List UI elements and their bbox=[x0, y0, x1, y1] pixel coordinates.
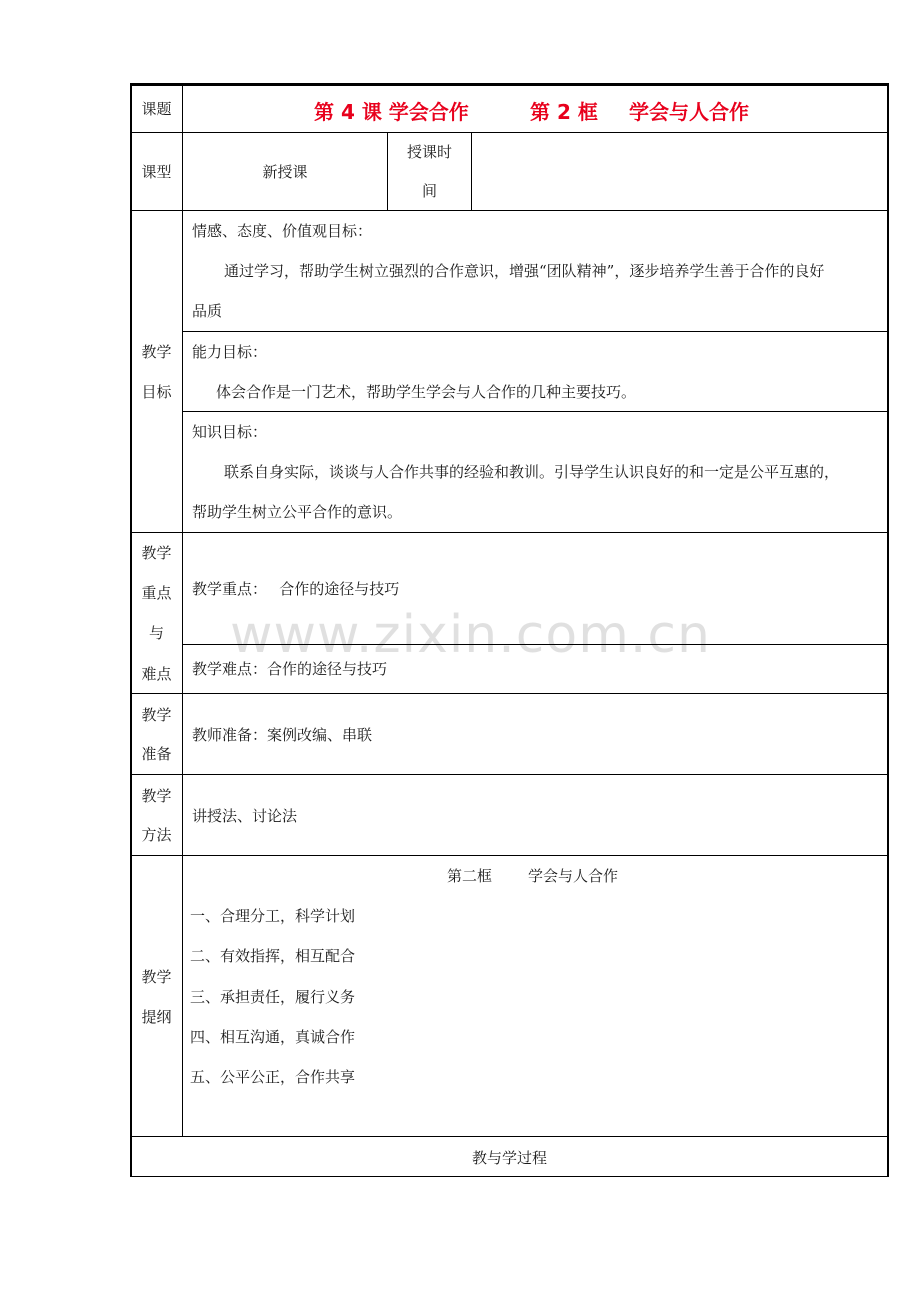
keypoints-label-and: 与 bbox=[148, 624, 164, 642]
outline-label: 教学 bbox=[141, 968, 172, 986]
emotion-text-cont: 品质 bbox=[192, 302, 223, 320]
row-divider bbox=[183, 331, 888, 332]
type-value: 新授课 bbox=[262, 163, 308, 181]
difficulty-text: 教学难点：合作的途径与技巧 bbox=[192, 660, 388, 678]
outline-item: 三、承担责任，履行义务 bbox=[190, 988, 356, 1006]
ability-text: 体会合作是一门艺术，帮助学生学会与人合作的几种主要技巧。 bbox=[216, 383, 637, 401]
method-label-cont: 方法 bbox=[141, 826, 172, 844]
outline-heading-title: 学会与人合作 bbox=[528, 867, 619, 885]
emotion-heading: 情感、态度、价值观目标： bbox=[192, 222, 373, 240]
outline-item: 二、有效指挥，相互配合 bbox=[190, 947, 356, 965]
objectives-label: 教学 bbox=[141, 343, 172, 361]
method-text: 讲授法、讨论法 bbox=[192, 807, 298, 825]
preparation-label-cont: 准备 bbox=[141, 745, 172, 763]
column-divider bbox=[471, 133, 472, 210]
section-title: 学会与人合作 bbox=[629, 100, 749, 124]
topic-label: 课题 bbox=[141, 100, 172, 118]
outline-item: 四、相互沟通，真诚合作 bbox=[190, 1028, 356, 1046]
lesson-title: 第 4 课 学会合作 bbox=[314, 100, 469, 124]
outline-item: 一、合理分工，科学计划 bbox=[190, 907, 356, 925]
ability-heading: 能力目标： bbox=[192, 343, 268, 361]
row-divider bbox=[131, 532, 888, 533]
row-divider bbox=[131, 1136, 888, 1137]
knowledge-heading: 知识目标： bbox=[192, 423, 268, 441]
row-divider bbox=[131, 132, 888, 133]
row-divider bbox=[183, 411, 888, 412]
key-point-text: 教学重点： 合作的途径与技巧 bbox=[192, 580, 400, 598]
knowledge-text: 联系自身实际，谈谈与人合作共事的经验和教训。引导学生认识良好的和一定是公平互惠的， bbox=[224, 463, 840, 481]
method-label: 教学 bbox=[141, 787, 172, 805]
time-label-cont: 间 bbox=[421, 182, 437, 200]
process-label: 教与学过程 bbox=[471, 1149, 547, 1167]
row-divider bbox=[131, 210, 888, 211]
preparation-text: 教师准备：案例改编、串联 bbox=[192, 726, 373, 744]
watermark: www.zixin.com.cn bbox=[230, 605, 711, 665]
keypoints-label-end: 难点 bbox=[141, 665, 172, 683]
row-divider bbox=[131, 693, 888, 694]
outline-heading: 第二框 bbox=[447, 867, 493, 885]
keypoints-label-cont: 重点 bbox=[141, 584, 172, 602]
objectives-label-cont: 目标 bbox=[141, 383, 172, 401]
row-divider bbox=[131, 774, 888, 775]
outline-label-cont: 提纲 bbox=[141, 1008, 172, 1026]
row-divider bbox=[131, 855, 888, 856]
section-number: 第 2 框 bbox=[530, 100, 598, 124]
emotion-text: 通过学习，帮助学生树立强烈的合作意识，增强“团队精神”，逐步培养学生善于合作的良好 bbox=[224, 262, 825, 280]
keypoints-label: 教学 bbox=[141, 544, 172, 562]
type-label: 课型 bbox=[141, 163, 172, 181]
knowledge-text-cont: 帮助学生树立公平合作的意识。 bbox=[192, 503, 403, 521]
preparation-label: 教学 bbox=[141, 706, 172, 724]
time-label: 授课时 bbox=[406, 143, 452, 161]
column-divider bbox=[182, 85, 183, 1136]
outline-item: 五、公平公正，合作共享 bbox=[190, 1068, 356, 1086]
